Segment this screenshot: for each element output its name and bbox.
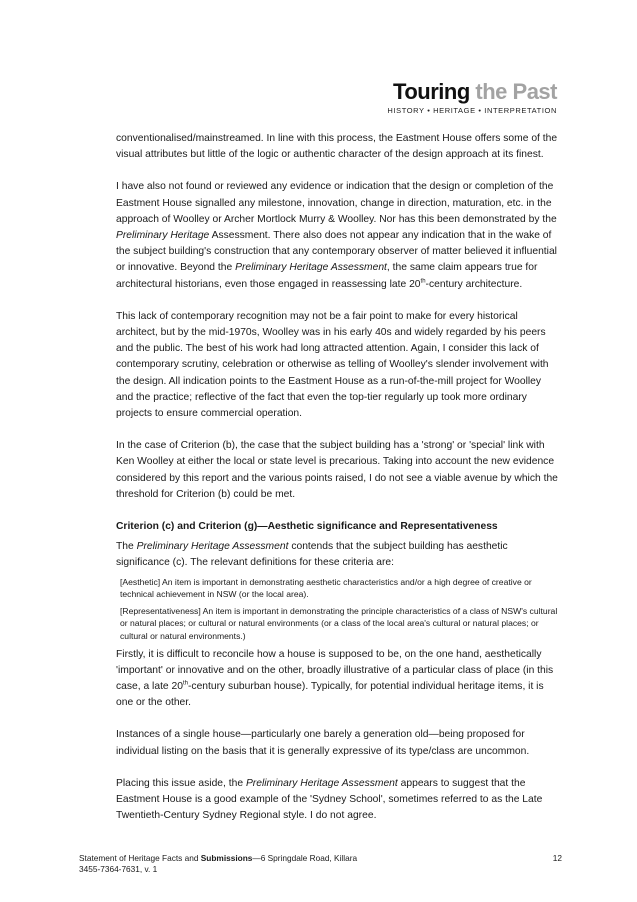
paragraph-2-italic-b: Preliminary Heritage Assessment [235,262,387,274]
paragraph-2-text-c: , the same claim appears true for architectural historians, even those engaged in reassessing late 20 [116,262,538,290]
paragraph-5 [116,539,561,571]
paragraph-5-text-b: contends that the subject building has aesthetic significance (c). The relevant definitions for these criteria are: [116,541,508,569]
paragraph-8-text-a: Placing this issue aside, the [116,777,246,789]
footer-title-a: Statement of Heritage Facts and [79,853,201,863]
footer-title-c: —6 Springdale Road, Killara [252,853,358,863]
footer-title-bold: Submissions [200,853,253,863]
paragraph-8 [116,776,561,825]
paragraph-5-italic: Preliminary Heritage Assessment [136,541,289,553]
definition-aesthetic: [Aesthetic] An item is important in demonstrating aesthetic characteristics and/or a high degree of creative or technical achievement in NSW (or the local area). [120,576,532,600]
footer-title [79,853,562,864]
footer-doc-id: 3455-7364-7631, v. 1 [79,864,158,874]
paragraph-2-italic-a: Preliminary Heritage [116,230,210,242]
paragraph-6-text-a: Firstly, it is difficult to reconcile how a house is supposed to be, on the one hand, aesthetically 'important' or innovative and on the other, broadly illustrative of a particular class of place (in this case, a late 20 [116,648,554,693]
document-body [116,131,561,840]
logo-title-light: the Past [475,79,557,104]
logo-title [387,80,557,104]
definition-representativeness: [Representativeness] An item is important in demonstrating the principle characteristics of a class of NSW's cultural or natural places; or cultural or natural environments (or a class of the local area's cultural or natural places; or cultural or natural environments.) [120,605,558,642]
paragraph-6-text-b: -century suburban house). Typically, for potential individual heritage items, it is one or the other. [116,681,544,709]
paragraph-2-text-a: I have also not found or reviewed any evidence or indication that the design or completion of the Eastment House signalled any milestone, innovation, change in direction, maturation, etc. in the approach of Woolley or Archer Mortlock Murry & Woolley. Nor has this been demonstrated by the [116,181,557,225]
page-number: 12 [552,853,562,863]
paragraph-2 [116,179,561,292]
paragraph-6 [116,647,561,712]
paragraph-4: In the case of Criterion (b), the case that the subject building has a 'strong' or 'special' link with Ken Woolley at either the local or state level is precarious. Taking into account the new evidence considered by this report and the various points raised, I do not see a viable avenue by which the threshold for Criterion (b) could be met. [116,440,558,500]
paragraph-8-text-b: appears to suggest that the Eastment House is a good example of the 'Sydney School', sometimes referred to as the Late Twentieth-Century Sydney Regional style. I do not agree. [116,777,543,822]
paragraph-5-text-a: The [116,541,137,553]
paragraph-3: This lack of contemporary recognition may not be a fair point to make for every historical architect, but by the mid-1970s, Woolley was in his early 40s and widely regarded by his peers and the public. The best of his work had long attracted attention. Again, I consider this lack of contemporary scrutiny, celebration or otherwise as telling of Woolley's slender involvement with the design. All indication points to the Eastment House as a run-of-the-mill project for Woolley and the practice; reflective of the fact that even the top-tier regularly up took more ordinary projects to ensure commercial operation. [116,310,549,420]
paragraph-6-superscript: th [182,680,188,687]
paragraph-2-superscript: th [420,278,426,285]
page-footer [79,853,562,875]
paragraph-2-text-d: -century architecture. [425,278,523,290]
logo-tagline: HISTORY • HERITAGE • INTERPRETATION [387,106,557,115]
touring-the-past-logo [387,80,557,115]
paragraph-1: conventionalised/mainstreamed. In line with this process, the Eastment House offers some of the visual attributes but little of the logic or authentic character of the design approach at its finest. [116,133,558,161]
paragraph-2-text-b: Assessment. There also does not appear any indication that in the wake of the subject building's construction that any contemporary observer of matter believed it influential or innovative. Beyond the [116,230,557,274]
paragraph-8-italic: Preliminary Heritage Assessment [245,777,398,789]
logo-title-dark: Touring [393,79,470,104]
section-heading: Criterion (c) and Criterion (g)—Aesthetic significance and Representativeness [116,521,498,533]
paragraph-7: Instances of a single house—particularly one barely a generation old—being proposed for individual listing on the basis that it is generally expressive of its type/class are uncommon. [116,729,530,757]
